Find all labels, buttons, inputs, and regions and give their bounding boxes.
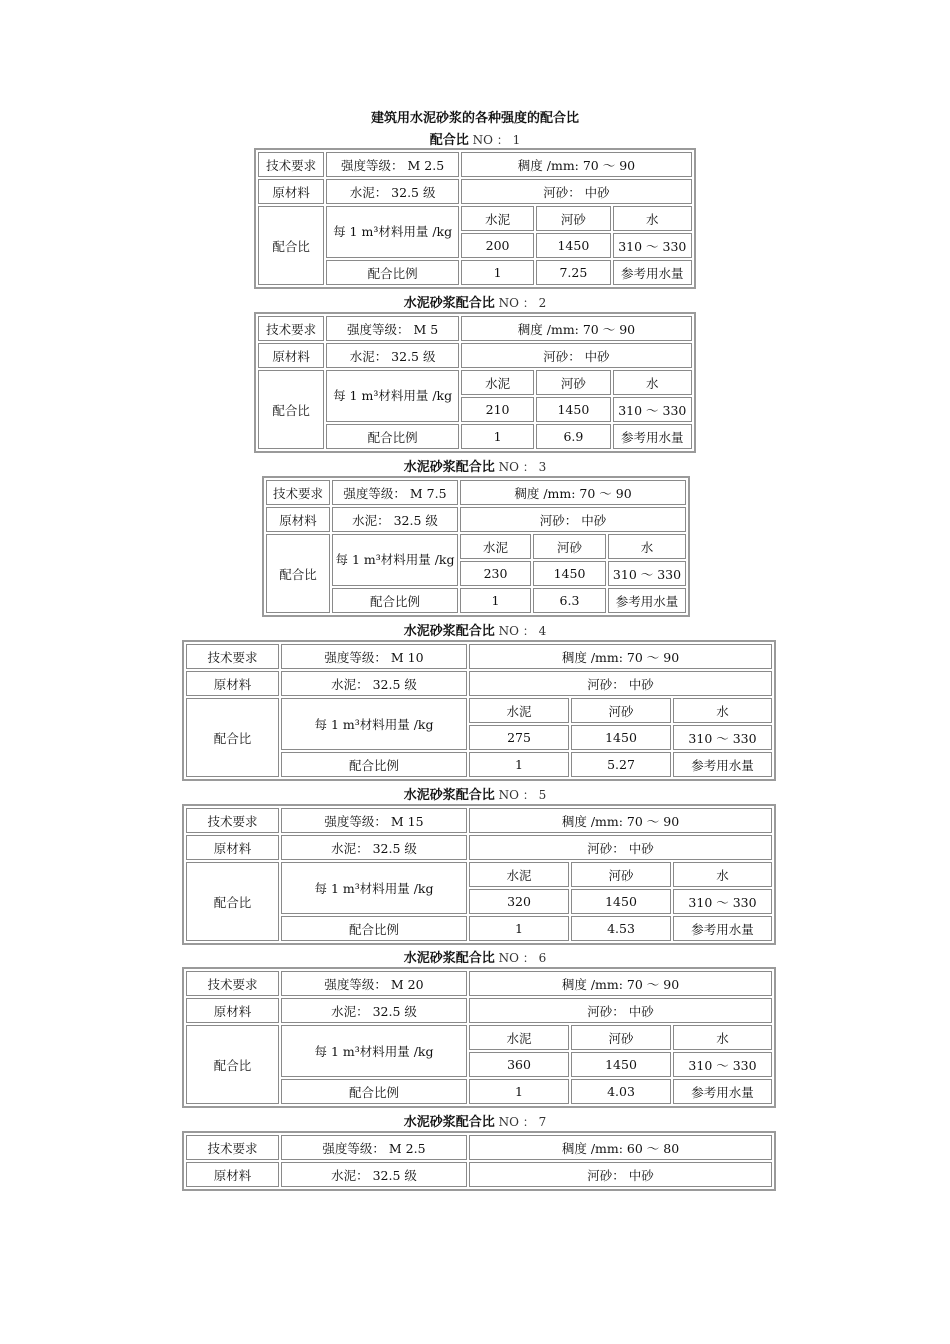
header-water: 水 xyxy=(613,370,692,395)
water-qty: 310 ～ 330 xyxy=(673,725,772,750)
water-ref: 参考用水量 xyxy=(673,752,772,777)
cement-ratio: 1 xyxy=(461,260,534,285)
sand-ratio: 4.03 xyxy=(571,1079,671,1104)
mix-table-7 xyxy=(182,1131,776,1191)
strength-grade: 强度等级： M 2.5 xyxy=(281,1135,467,1160)
label-mix-ratio: 配合比 xyxy=(258,370,324,449)
cement-grade: 水泥： 32.5 级 xyxy=(281,671,467,696)
table-heading-number: NO ： 2 xyxy=(498,296,547,310)
label-mix-ratio: 配合比 xyxy=(266,534,330,613)
table-heading-number: NO ： 3 xyxy=(498,460,547,474)
cement-grade: 水泥： 32.5 级 xyxy=(281,998,467,1023)
cement-qty: 360 xyxy=(469,1052,569,1077)
document-title: 建筑用水泥砂浆的各种强度的配合比 xyxy=(370,111,579,126)
cement-grade: 水泥： 32.5 级 xyxy=(281,835,467,860)
water-ref: 参考用水量 xyxy=(613,260,692,285)
table-heading-number: NO ： 5 xyxy=(498,788,547,802)
header-sand: 河砂 xyxy=(536,370,610,395)
label-mix-ratio: 配合比 xyxy=(186,1025,279,1104)
mix-table-2 xyxy=(254,312,696,453)
strength-grade: 强度等级： M 7.5 xyxy=(332,480,458,505)
label-tech-req: 技术要求 xyxy=(186,971,279,996)
sand-type: 河砂： 中砂 xyxy=(461,179,692,204)
cement-ratio: 1 xyxy=(469,916,569,941)
label-raw-material: 原材料 xyxy=(186,998,279,1023)
consistency: 稠度 /mm: 70 ～ 90 xyxy=(460,480,686,505)
cement-ratio: 1 xyxy=(460,588,531,613)
sand-ratio: 6.9 xyxy=(536,424,610,449)
mix-table-4 xyxy=(182,640,776,781)
cement-qty: 275 xyxy=(469,725,569,750)
consistency: 稠度 /mm: 60 ～ 80 xyxy=(469,1135,772,1160)
label-tech-req: 技术要求 xyxy=(266,480,330,505)
label-raw-material: 原材料 xyxy=(186,671,279,696)
water-qty: 310 ～ 330 xyxy=(613,233,692,258)
consistency: 稠度 /mm: 70 ～ 90 xyxy=(469,808,772,833)
label-tech-req: 技术要求 xyxy=(186,1135,279,1160)
table-heading-bold: 水泥砂浆配合比 xyxy=(403,624,495,639)
header-water: 水 xyxy=(613,206,692,231)
sand-ratio: 5.27 xyxy=(571,752,671,777)
water-qty: 310 ～ 330 xyxy=(608,561,686,586)
label-tech-req: 技术要求 xyxy=(258,316,324,341)
strength-grade: 强度等级： M 10 xyxy=(281,644,467,669)
sand-qty: 1450 xyxy=(571,1052,671,1077)
header-sand: 河砂 xyxy=(536,206,610,231)
strength-grade: 强度等级： M 5 xyxy=(326,316,459,341)
table-heading-4 xyxy=(0,623,950,639)
cement-qty: 320 xyxy=(469,889,569,914)
label-ratio: 配合比例 xyxy=(326,260,459,285)
label-usage-per-m3: 每 1 m³材料用量 /kg xyxy=(326,370,459,422)
sand-type: 河砂： 中砂 xyxy=(460,507,686,532)
sand-qty: 1450 xyxy=(571,725,671,750)
sand-ratio: 7.25 xyxy=(536,260,610,285)
cement-ratio: 1 xyxy=(469,752,569,777)
label-ratio: 配合比例 xyxy=(326,424,459,449)
table-heading-2 xyxy=(0,295,950,311)
strength-grade: 强度等级： M 20 xyxy=(281,971,467,996)
table-heading-5 xyxy=(0,787,950,803)
sand-qty: 1450 xyxy=(571,889,671,914)
table-heading-1 xyxy=(0,132,950,148)
label-tech-req: 技术要求 xyxy=(258,152,324,177)
label-raw-material: 原材料 xyxy=(258,343,324,368)
label-usage-per-m3: 每 1 m³材料用量 /kg xyxy=(281,698,467,750)
label-usage-per-m3: 每 1 m³材料用量 /kg xyxy=(332,534,458,586)
sand-type: 河砂： 中砂 xyxy=(469,998,772,1023)
header-cement: 水泥 xyxy=(469,862,569,887)
strength-grade: 强度等级： M 2.5 xyxy=(326,152,459,177)
label-ratio: 配合比例 xyxy=(281,1079,467,1104)
label-mix-ratio: 配合比 xyxy=(186,698,279,777)
cement-grade: 水泥： 32.5 级 xyxy=(332,507,458,532)
table-heading-number: NO ： 6 xyxy=(498,951,547,965)
table-heading-6 xyxy=(0,950,950,966)
table-heading-7 xyxy=(0,1114,950,1130)
mix-table-5 xyxy=(182,804,776,945)
label-usage-per-m3: 每 1 m³材料用量 /kg xyxy=(281,862,467,914)
consistency: 稠度 /mm: 70 ～ 90 xyxy=(461,316,692,341)
table-heading-bold: 水泥砂浆配合比 xyxy=(403,296,495,311)
label-usage-per-m3: 每 1 m³材料用量 /kg xyxy=(281,1025,467,1077)
sand-type: 河砂： 中砂 xyxy=(469,835,772,860)
water-ref: 参考用水量 xyxy=(673,916,772,941)
sand-type: 河砂： 中砂 xyxy=(469,1162,772,1187)
table-heading-number: NO ： 4 xyxy=(498,624,547,638)
cement-grade: 水泥： 32.5 级 xyxy=(326,179,459,204)
water-ref: 参考用水量 xyxy=(673,1079,772,1104)
header-sand: 河砂 xyxy=(571,698,671,723)
water-ref: 参考用水量 xyxy=(613,424,692,449)
header-cement: 水泥 xyxy=(461,370,534,395)
header-cement: 水泥 xyxy=(469,698,569,723)
header-cement: 水泥 xyxy=(469,1025,569,1050)
strength-grade: 强度等级： M 15 xyxy=(281,808,467,833)
header-water: 水 xyxy=(608,534,686,559)
header-water: 水 xyxy=(673,862,772,887)
table-heading-bold: 水泥砂浆配合比 xyxy=(403,788,495,803)
header-cement: 水泥 xyxy=(460,534,531,559)
mix-table-6 xyxy=(182,967,776,1108)
table-heading-number: NO ： 1 xyxy=(472,133,521,147)
sand-qty: 1450 xyxy=(533,561,606,586)
label-mix-ratio: 配合比 xyxy=(186,862,279,941)
sand-qty: 1450 xyxy=(536,397,610,422)
header-sand: 河砂 xyxy=(533,534,606,559)
water-qty: 310 ～ 330 xyxy=(673,1052,772,1077)
label-raw-material: 原材料 xyxy=(266,507,330,532)
consistency: 稠度 /mm: 70 ～ 90 xyxy=(469,644,772,669)
label-raw-material: 原材料 xyxy=(258,179,324,204)
cement-grade: 水泥： 32.5 级 xyxy=(281,1162,467,1187)
mix-table-1 xyxy=(254,148,696,289)
label-ratio: 配合比例 xyxy=(281,916,467,941)
sand-ratio: 4.53 xyxy=(571,916,671,941)
mix-table-3 xyxy=(262,476,690,617)
cement-grade: 水泥： 32.5 级 xyxy=(326,343,459,368)
header-water: 水 xyxy=(673,1025,772,1050)
label-tech-req: 技术要求 xyxy=(186,644,279,669)
table-heading-bold: 水泥砂浆配合比 xyxy=(403,951,495,966)
cement-qty: 200 xyxy=(461,233,534,258)
consistency: 稠度 /mm: 70 ～ 90 xyxy=(461,152,692,177)
table-heading-bold: 水泥砂浆配合比 xyxy=(403,1115,495,1130)
label-ratio: 配合比例 xyxy=(332,588,458,613)
header-sand: 河砂 xyxy=(571,1025,671,1050)
sand-type: 河砂： 中砂 xyxy=(469,671,772,696)
label-tech-req: 技术要求 xyxy=(186,808,279,833)
consistency: 稠度 /mm: 70 ～ 90 xyxy=(469,971,772,996)
water-qty: 310 ～ 330 xyxy=(613,397,692,422)
table-heading-number: NO ： 7 xyxy=(498,1115,547,1129)
table-heading-bold: 配合比 xyxy=(429,133,469,148)
header-cement: 水泥 xyxy=(461,206,534,231)
cement-ratio: 1 xyxy=(461,424,534,449)
water-ref: 参考用水量 xyxy=(608,588,686,613)
sand-type: 河砂： 中砂 xyxy=(461,343,692,368)
label-usage-per-m3: 每 1 m³材料用量 /kg xyxy=(326,206,459,258)
cement-ratio: 1 xyxy=(469,1079,569,1104)
sand-ratio: 6.3 xyxy=(533,588,606,613)
cement-qty: 210 xyxy=(461,397,534,422)
sand-qty: 1450 xyxy=(536,233,610,258)
label-ratio: 配合比例 xyxy=(281,752,467,777)
cement-qty: 230 xyxy=(460,561,531,586)
header-sand: 河砂 xyxy=(571,862,671,887)
label-raw-material: 原材料 xyxy=(186,1162,279,1187)
table-heading-3 xyxy=(0,459,950,475)
label-raw-material: 原材料 xyxy=(186,835,279,860)
water-qty: 310 ～ 330 xyxy=(673,889,772,914)
label-mix-ratio: 配合比 xyxy=(258,206,324,285)
table-heading-bold: 水泥砂浆配合比 xyxy=(403,460,495,475)
header-water: 水 xyxy=(673,698,772,723)
